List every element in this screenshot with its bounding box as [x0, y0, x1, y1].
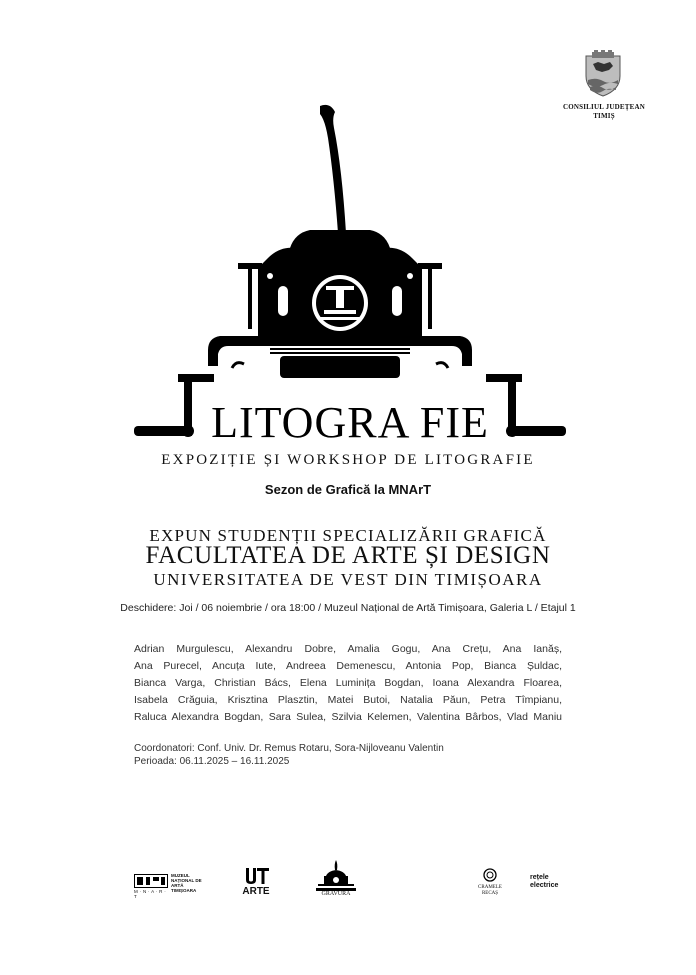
- council-name-line2: TIMIȘ: [593, 112, 615, 120]
- uvt-arte-label: ARTE: [242, 886, 270, 897]
- period-text: Perioada: 06.11.2025 – 16.11.2025: [134, 756, 290, 767]
- participants-line: Isabela Crăguia, Krisztina Plasztin, Matei Butoi, Natalia Păun, Petra Tîmpianu,: [134, 694, 562, 706]
- participants-line: Bianca Varga, Christian Bács, Elena Luminița Bogdan, Ioana Alexandra Floarea,: [134, 677, 562, 689]
- gravura-label: GRAVURA: [321, 891, 351, 897]
- participants-line: Ana Purecel, Ancuța Iute, Andreea Demenescu, Antonia Pop, Bianca Șuldac,: [134, 660, 562, 672]
- participants-line: Adrian Murgulescu, Alexandru Dobre, Amalia Gogu, Ana Crețu, Ana Ianăș,: [134, 643, 562, 655]
- coat-of-arms-icon: [582, 50, 624, 98]
- coordinators-text: Coordonatori: Conf. Univ. Dr. Remus Rotaru, Sora-Nijloveanu Valentin: [134, 743, 444, 754]
- mnart-name: MUZEUL NAȚIONAL DE ARTĂ TIMIȘOARA: [171, 873, 202, 893]
- uvt-arte-logo: [240, 866, 272, 900]
- council-name-line1: CONSILIUL JUDEȚEAN: [563, 103, 645, 111]
- poster-title: LITOGRA FIE: [211, 398, 489, 447]
- coordination-info: [134, 742, 562, 768]
- lithography-press-illustration: [120, 98, 580, 448]
- retele-label: rețele electrice: [530, 874, 559, 889]
- participants-line: Raluca Alexandra Bogdan, Sara Sulea, Szilvia Kelemen, Valentina Bârbos, Vlad Maniu: [134, 711, 562, 723]
- faculty-name: FACULTATEA DE ARTE ȘI DESIGN: [145, 542, 551, 569]
- mnart-logo: [134, 872, 204, 899]
- mnart-letters: M · N · A · R · T: [134, 889, 166, 899]
- cramele-recas-logo: [473, 868, 507, 898]
- opening-info: Deschidere: Joi / 06 noiembrie / ora 18:00 / Muzeul Național de Artă Timișoara, Galeria L / Etajul 1: [120, 602, 576, 614]
- season-label: Sezon de Grafică la MNArT: [264, 482, 432, 497]
- recas-label: CRAMELE RECAȘ: [478, 885, 502, 896]
- retele-electrice-logo: [530, 872, 570, 894]
- gravura-logo: [314, 858, 358, 904]
- participants-list: [134, 641, 562, 726]
- exhibitors-line: EXPUN STUDENȚII SPECIALIZĂRII GRAFICĂ: [149, 526, 547, 545]
- university-name: UNIVERSITATEA DE VEST DIN TIMIȘOARA: [153, 570, 543, 589]
- poster-subtitle: EXPOZIȚIE ȘI WORKSHOP DE LITOGRAFIE: [161, 452, 535, 468]
